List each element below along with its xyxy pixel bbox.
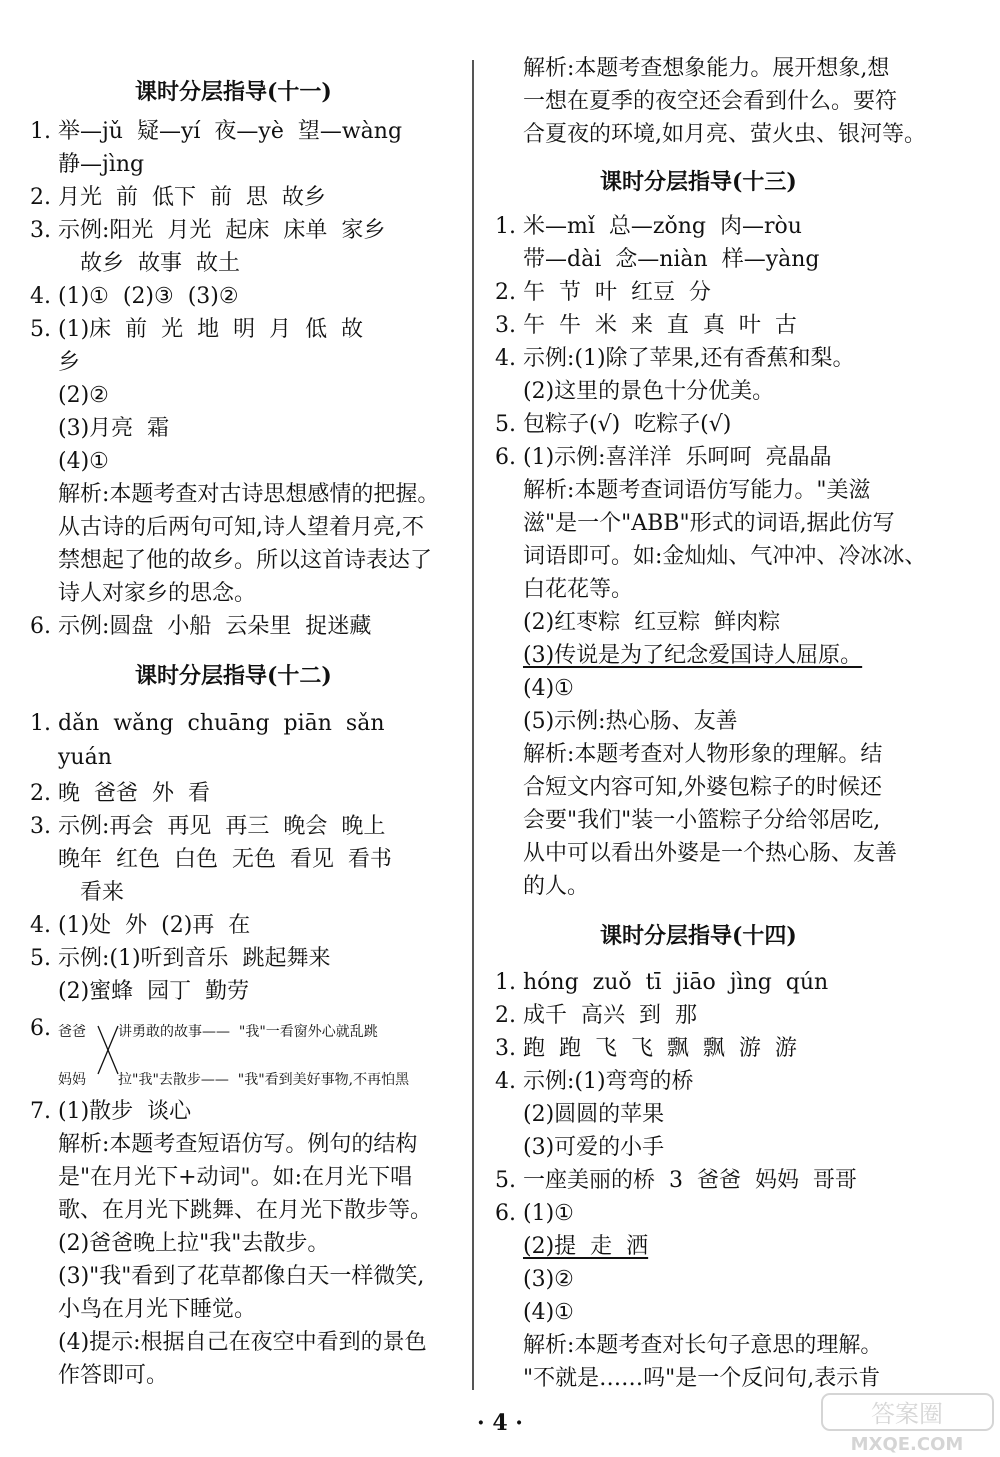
text-line: 3. 示例:再会 再见 再三 晚会 晚上 xyxy=(30,814,386,839)
text-line: (3)传说是为了纪念爱国诗人屈原。 xyxy=(523,643,863,668)
text-line: 拉"我"去散步—— "我"看到美好事物,不再怕黑 xyxy=(118,1072,410,1088)
text-line: 讲勇敢的故事—— "我"一看窗外心就乱跳 xyxy=(118,1024,378,1040)
text-line: (3)"我"看到了花草都像白天一样微笑, xyxy=(58,1264,425,1289)
text-line: 6. 示例:圆盘 小船 云朵里 捉迷藏 xyxy=(30,614,372,639)
text-line: (4)① xyxy=(523,1300,574,1325)
text-line: 6. xyxy=(30,1016,51,1041)
text-line: 6. (1)① xyxy=(495,1201,574,1226)
page-number: · 4 · xyxy=(477,1410,523,1436)
text-line: 是"在月光下+动词"。如:在月光下唱 xyxy=(58,1165,413,1190)
text-line: 一想在夏季的夜空还会看到什么。要符 xyxy=(523,89,898,114)
text-line: 歌、在月光下跳舞、在月光下散步等。 xyxy=(58,1198,433,1223)
text-line: 3. 午 牛 米 来 直 真 叶 古 xyxy=(495,313,797,338)
text-line: 1. 米—mǐ 总—zǒng 肉—ròu xyxy=(495,214,802,239)
text-line: 从古诗的后两句可知,诗人望着月亮,不 xyxy=(58,515,424,540)
text-line: 4. (1)处 外 (2)再 在 xyxy=(30,913,251,938)
text-line: 解析:本题考查词语仿写能力。"美滋 xyxy=(523,478,871,503)
section-heading: 课时分层指导(十二) xyxy=(135,663,332,689)
text-line: 1. dǎn wǎng chuāng piān sǎn xyxy=(30,711,385,736)
text-line: (3)② xyxy=(523,1267,574,1292)
text-line: (2)圆圆的苹果 xyxy=(523,1102,665,1127)
text-line: 合短文内容可知,外婆包粽子的时候还 xyxy=(523,775,882,800)
text-line: 2. 成千 高兴 到 那 xyxy=(495,1003,697,1028)
text-line: 3. 跑 跑 飞 飞 飘 飘 游 游 xyxy=(495,1036,797,1061)
text-line: 5. 示例:(1)听到音乐 跳起舞来 xyxy=(30,946,331,971)
text-line: (4)提示:根据自己在夜空中看到的景色 xyxy=(58,1330,427,1355)
text-line: 解析:本题考查想象能力。展开想象,想 xyxy=(523,56,890,81)
text-line: 5. 一座美丽的桥 3 爸爸 妈妈 哥哥 xyxy=(495,1168,857,1193)
section-heading: 课时分层指导(十四) xyxy=(600,923,797,949)
section-heading: 课时分层指导(十一) xyxy=(135,79,332,105)
text-line: 诗人对家乡的思念。 xyxy=(58,581,257,606)
text-line: (5)示例:热心肠、友善 xyxy=(523,709,738,734)
text-line: 看来 xyxy=(80,880,125,905)
text-line: 5. 包粽子(√) 吃粽子(√) xyxy=(495,412,732,437)
text-line: 6. (1)示例:喜洋洋 乐呵呵 亮晶晶 xyxy=(495,445,832,470)
text-line: "不就是……吗"是一个反问句,表示肯 xyxy=(523,1366,881,1391)
text-line: 1. hóng zuǒ tī jiāo jìng qún xyxy=(495,970,829,995)
section-heading: 课时分层指导(十三) xyxy=(600,169,797,195)
watermark-logo xyxy=(820,1390,995,1455)
text-line: 解析:本题考查对古诗思想感情的把握。 xyxy=(58,482,440,507)
text-line: 解析:本题考查对长句子意思的理解。 xyxy=(523,1333,883,1358)
text-line: (2)提 走 洒 xyxy=(523,1234,649,1259)
text-line: 5. (1)床 前 光 地 明 月 低 故 xyxy=(30,317,364,342)
text-line: 作答即可。 xyxy=(58,1363,169,1388)
text-line: 会要"我们"装一小篮粽子分给邻居吃, xyxy=(523,808,881,833)
text-line: 静—jìng xyxy=(58,152,145,177)
text-line: (2)② xyxy=(58,383,109,408)
text-line: 7. (1)散步 谈心 xyxy=(30,1099,192,1124)
text-line: 2. 月光 前 低下 前 思 故乡 xyxy=(30,185,326,210)
text-line: yuán xyxy=(58,745,112,770)
text-line: 的人。 xyxy=(523,874,590,899)
text-line: 3. 示例:阳光 月光 起床 床单 家乡 xyxy=(30,218,386,243)
text-line: (2)蜜蜂 园丁 勤劳 xyxy=(58,979,250,1004)
text-line: 小鸟在月光下睡觉。 xyxy=(58,1297,257,1322)
text-line: 晚年 红色 白色 无色 看见 看书 xyxy=(58,847,392,872)
text-line: 爸爸 xyxy=(58,1024,86,1040)
svg-text:MXQE.COM: MXQE.COM xyxy=(850,1434,964,1455)
text-line: 词语即可。如:金灿灿、气冲冲、冷冰冰、 xyxy=(523,544,927,569)
text-line: 2. 午 节 叶 红豆 分 xyxy=(495,280,711,305)
text-line: 滋"是一个"ABB"形式的词语,据此仿写 xyxy=(523,511,895,536)
text-line: 4. 示例:(1)弯弯的桥 xyxy=(495,1069,694,1094)
text-line: (2)红枣粽 红豆粽 鲜肉粽 xyxy=(523,610,781,635)
text-line: 1. 举—jǔ 疑—yí 夜—yè 望—wàng xyxy=(30,119,403,144)
text-line: 妈妈 xyxy=(58,1072,86,1088)
text-line: (3)可爱的小手 xyxy=(523,1135,665,1160)
text-line: 4. 示例:(1)除了苹果,还有香蕉和梨。 xyxy=(495,346,855,371)
text-line: 故乡 故事 故土 xyxy=(80,251,240,276)
text-line: (2)爸爸晚上拉"我"去散步。 xyxy=(58,1231,330,1256)
text-line: 白花花等。 xyxy=(523,577,634,602)
text-line: 带—dài 念—niàn 样—yàng xyxy=(523,247,820,272)
svg-text:答案圈: 答案圈 xyxy=(871,1400,943,1428)
text-line: 4. (1)① (2)③ (3)② xyxy=(30,284,239,309)
text-line: 解析:本题考查短语仿写。例句的结构 xyxy=(58,1132,418,1157)
text-line: 禁想起了他的故乡。所以这首诗表达了 xyxy=(58,548,433,573)
text-line: (3)月亮 霜 xyxy=(58,416,170,441)
text-line: (4)① xyxy=(58,449,109,474)
text-line: (4)① xyxy=(523,676,574,701)
text-line: 解析:本题考查对人物形象的理解。结 xyxy=(523,742,883,767)
text-line: 2. 晚 爸爸 外 看 xyxy=(30,781,210,806)
text-line: 合夏夜的环境,如月亮、萤火虫、银河等。 xyxy=(523,122,926,147)
text-line: 从中可以看出外婆是一个热心肠、友善 xyxy=(523,841,898,866)
text-line: 乡 xyxy=(58,350,81,375)
text-line: (2)这里的景色十分优美。 xyxy=(523,379,775,404)
